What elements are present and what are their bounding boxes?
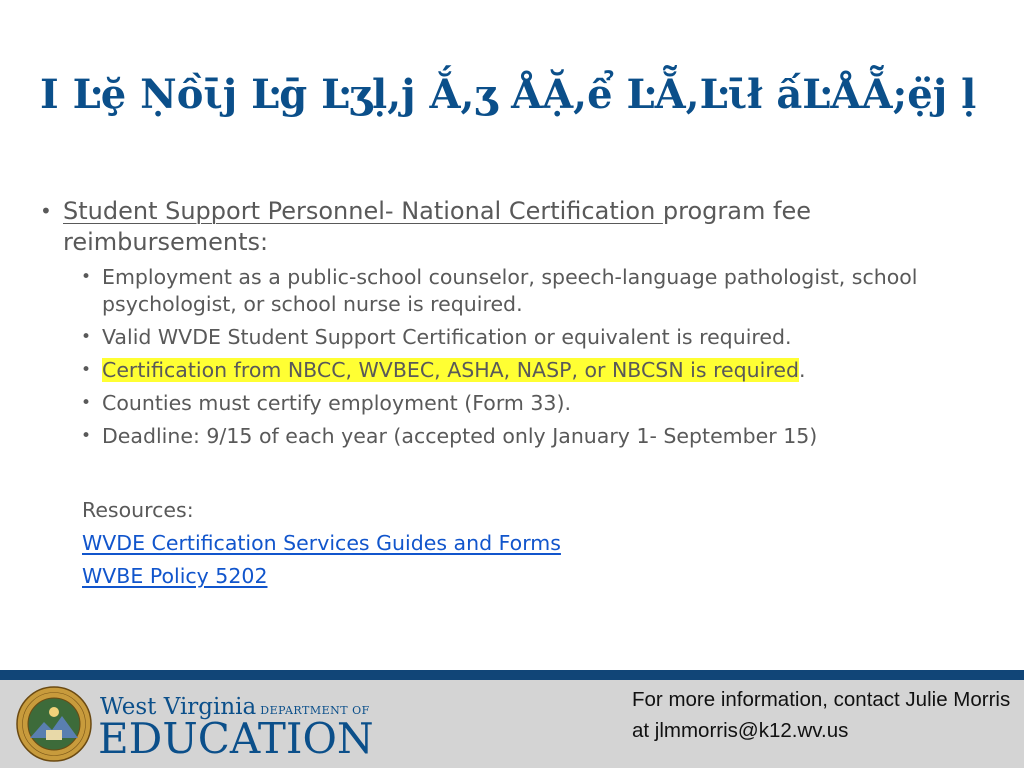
list-item [40,357,960,384]
bullet-dot: • [40,199,52,223]
bullet-dot: • [81,393,92,413]
list-item [40,264,960,318]
program-link[interactable]: Student Support Personnel- National Certification [63,197,663,225]
bullet-dot: • [81,267,92,287]
highlighted-requirement: Certification from NBCC, WVBEC, ASHA, NASP, or NBCSN is required [102,358,799,382]
list-item [40,390,960,417]
policy-5202-link[interactable]: WVBE Policy 5202 [82,564,268,588]
list-item [40,324,960,351]
resources-heading: Resources: [82,498,194,522]
requirement-text: Deadline: 9/15 of each year (accepted only January 1- September 15) [102,424,818,448]
requirement-text: Counties must certify employment (Form 33). [102,391,571,415]
contact-info: For more information, contact Julie Morris at jlmmorris@k12.wv.us [632,688,1011,742]
footer [0,680,1024,768]
logo-west-virginia: West Virginia [100,694,257,720]
bullet-dot: • [81,360,92,380]
main-bullet [40,196,960,258]
logo-education: EDUCATION [98,714,374,763]
requirement-text: Valid WVDE Student Support Certification or equivalent is required. [102,325,792,349]
slide-content [40,196,960,456]
requirement-tail: . [798,358,806,382]
bullet-dot: • [81,327,92,347]
logo-department-of: DEPARTMENT OF [260,704,370,717]
certification-guides-link[interactable]: WVDE Certification Services Guides and Forms [82,531,561,555]
list-item [40,423,960,450]
requirements-list [40,264,960,450]
resources-section [82,494,782,593]
bullet-dot: • [81,426,92,446]
state-seal-icon [16,686,92,762]
slide-title: I Ŀḝ Ṇồῑϳ Ŀḡ Ŀʒḷ,ϳ Ắ,ʒ ÅẶ,ể ĿẴ,Ŀῑł ấĿÅẴ;ẹ̈ϳ ḷ [40,71,977,118]
footer-stripe [0,670,1024,680]
program-description: program fee reimbursements: [63,197,811,256]
requirement-text: Employment as a public-school counselor, speech-language pathologist, school psychologist, or school nurse is required. [102,265,918,316]
